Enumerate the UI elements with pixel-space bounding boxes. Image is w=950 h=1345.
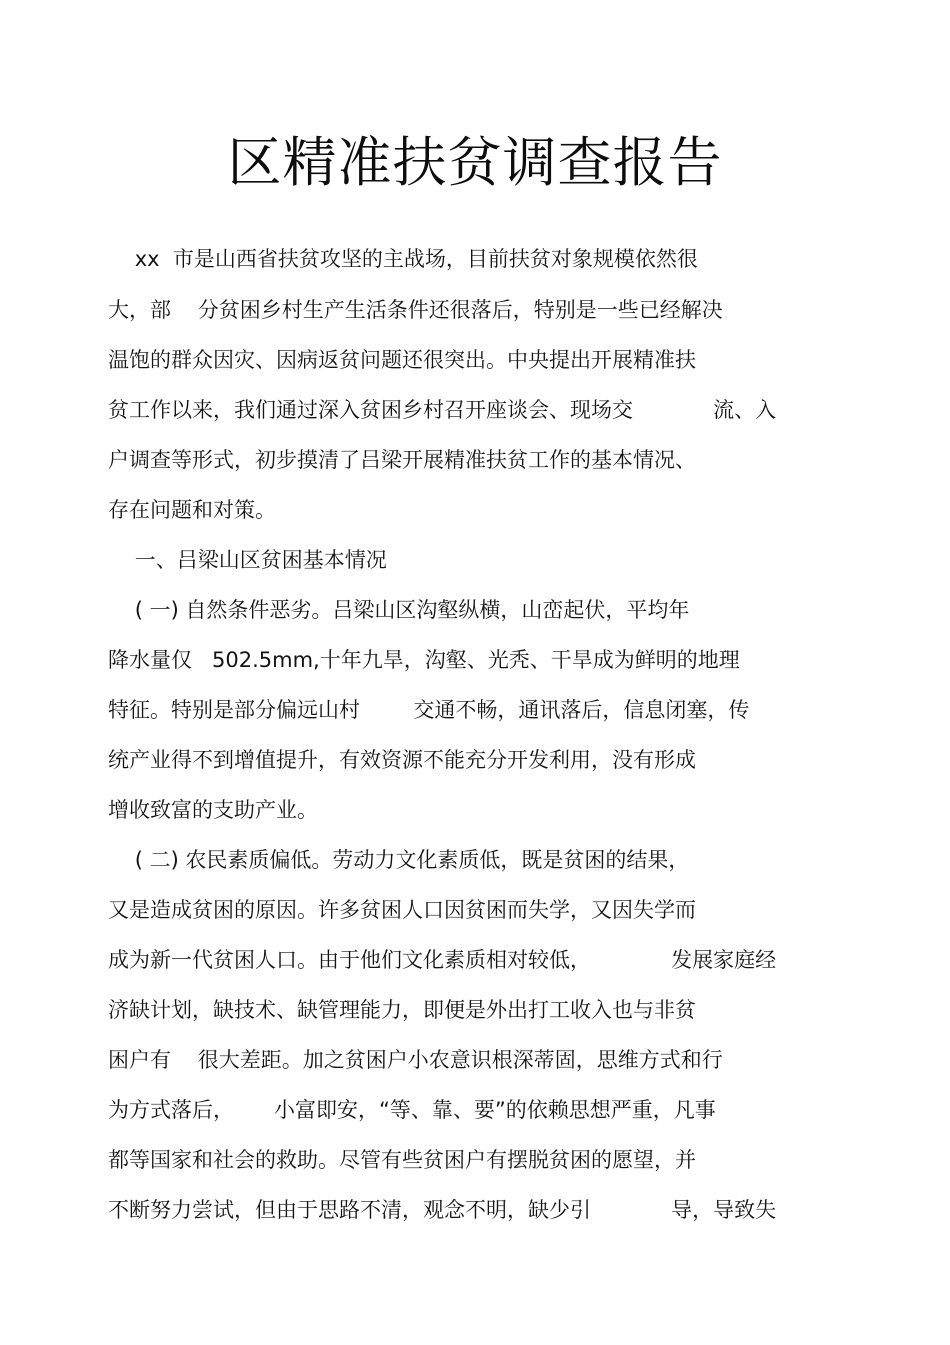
paragraph-line: 统产业得不到增值提升，有效资源不能充分开发利用，没有形成 <box>108 748 696 772</box>
paragraph-line: 不断努力尝试，但由于思路不清，观念不明，缺少引 导，导致失 <box>108 1198 777 1222</box>
paragraph-line: xx 市是山西省扶贫攻坚的主战场，目前扶贫对象规模依然很 <box>108 247 698 271</box>
paragraph-line: 降水量仅 502.5mm,十年九旱，沟壑、光秃、干旱成为鲜明的地理 <box>108 648 740 672</box>
section-heading: 一、吕梁山区贫困基本情况 <box>108 548 387 572</box>
document-title: 区精准扶贫调查报告 <box>227 131 723 194</box>
paragraph-line: ( 二) 农民素质偏低。劳动力文化素质低，既是贫困的结果， <box>108 848 690 872</box>
paragraph-line: 成为新一代贫困人口。由于他们文化素质相对较低， 发展家庭经 <box>108 948 777 972</box>
paragraph-line: 温饱的群众因灾、因病返贫问题还很突出。中央提出开展精准扶 <box>108 348 696 372</box>
paragraph-line: 为方式落后， 小富即安，“等、靠、要”的依赖思想严重，凡事 <box>108 1098 716 1122</box>
paragraph-line: 贫工作以来，我们通过深入贫困乡村召开座谈会、现场交 流、入 <box>108 398 777 422</box>
paragraph-line: 大，部 分贫困乡村生产生活条件还很落后，特别是一些已经解决 <box>108 298 723 322</box>
paragraph-line: 又是造成贫困的原因。许多贫困人口因贫困而失学，又因失学而 <box>108 898 696 922</box>
paragraph-line: 都等国家和社会的救助。尽管有些贫困户有摆脱贫困的愿望，并 <box>108 1148 696 1172</box>
paragraph-line: 济缺计划，缺技术、缺管理能力，即便是外出打工收入也与非贫 <box>108 998 696 1022</box>
paragraph-line: 特征。特别是部分偏远山村 交通不畅，通讯落后，信息闭塞，传 <box>108 698 750 722</box>
paragraph-line: 困户有 很大差距。加之贫困户小农意识根深蒂固，思维方式和行 <box>108 1048 723 1072</box>
paragraph-line: 增收致富的支助产业。 <box>108 798 318 822</box>
paragraph-line: 存在问题和对策。 <box>108 498 276 522</box>
paragraph-line: ( 一) 自然条件恶劣。吕梁山区沟壑纵横，山峦起伏，平均年 <box>108 598 690 622</box>
paragraph-line: 户调查等形式，初步摸清了吕梁开展精准扶贫工作的基本情况、 <box>108 448 696 472</box>
